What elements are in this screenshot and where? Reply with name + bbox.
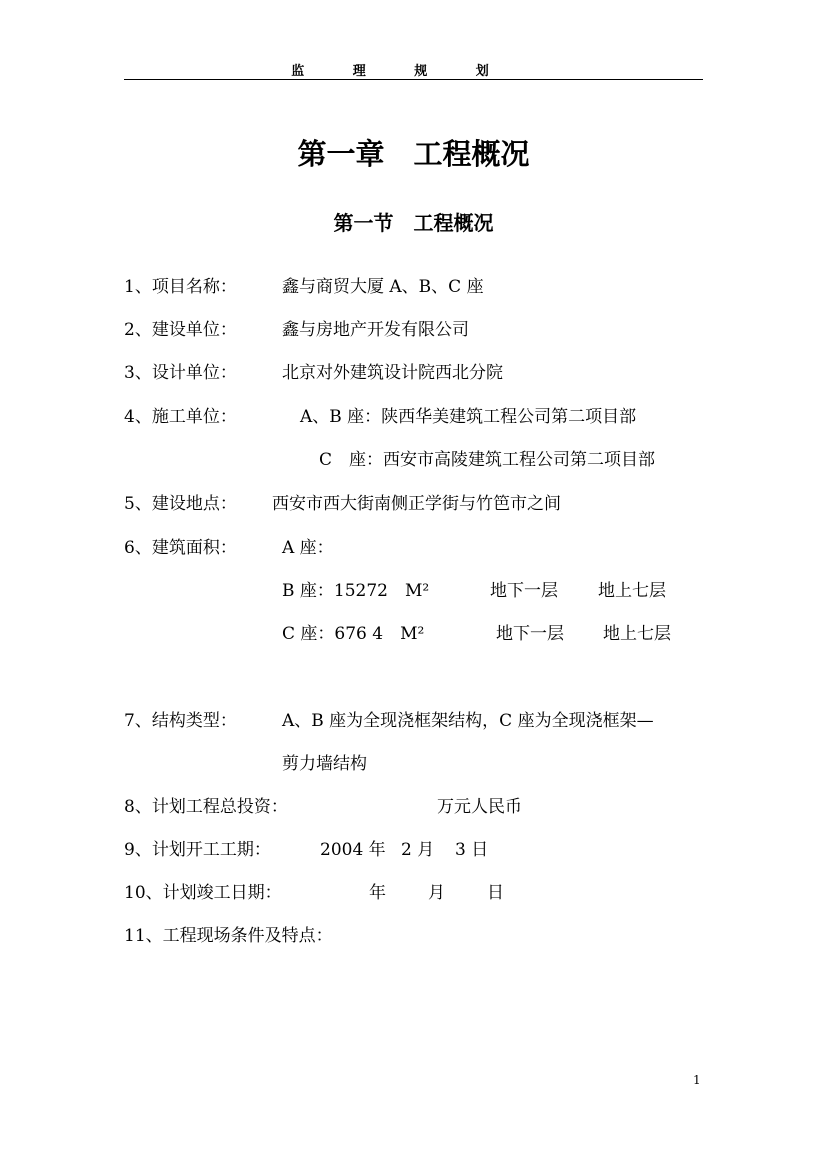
- contractor-ab-value: A、B 座：陕西华美建筑工程公司第二项目部: [300, 407, 637, 427]
- project-name-label: 1、项目名称：: [124, 277, 237, 297]
- investment-label: 8、计划工程总投资：: [124, 797, 288, 817]
- investment-value: 万元人民币: [437, 797, 522, 817]
- area-c-name: C 座：676 4 M²: [282, 624, 425, 644]
- area-label: 6、建筑面积：: [124, 538, 237, 558]
- structure-value-line1: A、B 座为全现浇框架结构，C 座为全现浇框架—: [282, 711, 654, 731]
- section-title: 第一节 工程概况: [333, 211, 494, 235]
- area-c-above: 地上七层: [603, 624, 671, 644]
- area-b-below: 地下一层: [490, 581, 558, 601]
- structure-label: 7、结构类型：: [124, 711, 237, 731]
- area-b-name: B 座：15272 M²: [282, 581, 430, 601]
- designer-value: 北京对外建筑设计院西北分院: [282, 363, 503, 383]
- page-number: 1: [693, 1073, 701, 1087]
- start-date-day: 3 日: [455, 840, 489, 860]
- completion-date-month: 月: [428, 883, 445, 903]
- completion-date-label: 10、计划竣工日期：: [124, 883, 282, 903]
- header-divider: [124, 79, 703, 80]
- completion-date-year: 年: [369, 883, 386, 903]
- area-a-line: A 座：: [282, 538, 334, 558]
- start-date-month: 2 月: [401, 840, 435, 860]
- owner-value: 鑫与房地产开发有限公司: [282, 320, 469, 340]
- project-name-value: 鑫与商贸大厦 A、B、C 座: [282, 277, 484, 297]
- start-date-year: 2004 年: [320, 840, 386, 860]
- site-conditions-label: 11、工程现场条件及特点：: [124, 926, 333, 946]
- completion-date-day: 日: [487, 883, 504, 903]
- owner-label: 2、建设单位：: [124, 320, 237, 340]
- running-header: 监 理 规 划: [291, 64, 511, 79]
- contractor-label: 4、施工单位：: [124, 407, 237, 427]
- start-date-label: 9、计划开工工期：: [124, 840, 271, 860]
- area-b-above: 地上七层: [598, 581, 666, 601]
- area-c-below: 地下一层: [496, 624, 564, 644]
- location-value: 西安市西大街南侧正学街与竹笆市之间: [272, 494, 561, 514]
- chapter-title: 第一章 工程概况: [297, 137, 530, 171]
- structure-value-line2: 剪力墙结构: [282, 754, 367, 774]
- designer-label: 3、设计单位：: [124, 363, 237, 383]
- contractor-c-value: C 座：西安市高陵建筑工程公司第二项目部: [319, 450, 656, 470]
- location-label: 5、建设地点：: [124, 494, 237, 514]
